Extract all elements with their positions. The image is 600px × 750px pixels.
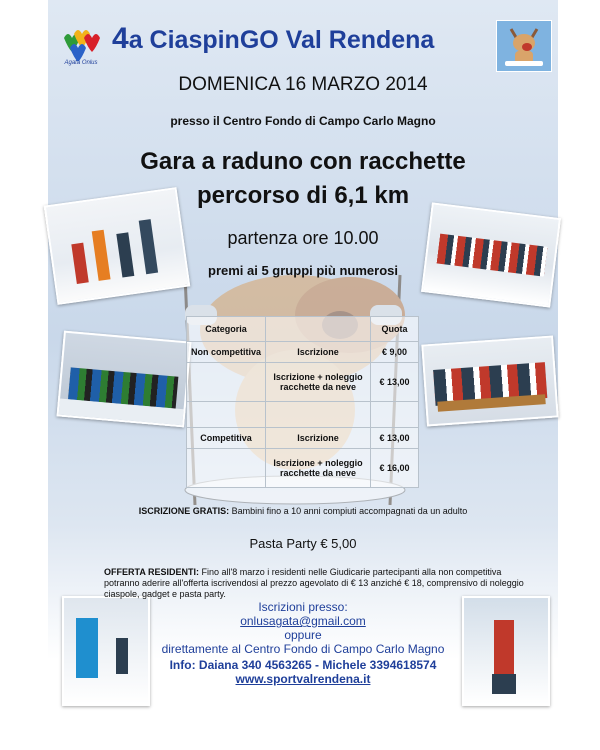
table-cell (187, 363, 266, 402)
race-heading-line2: percorso di 6,1 km (196, 182, 410, 209)
table-cell (266, 402, 371, 428)
contact-info (148, 600, 458, 686)
table-header-cell (266, 317, 371, 342)
or-text: oppure (284, 628, 322, 642)
free-entry-note (48, 506, 558, 516)
event-date: DOMENICA 16 MARZO 2014 (178, 74, 428, 95)
photo-group-right (421, 202, 561, 307)
free-entry-label: ISCRIZIONE GRATIS: (138, 506, 230, 516)
fees-table (186, 316, 419, 488)
table-cell: Iscrizione (266, 428, 371, 449)
table-row (187, 449, 419, 488)
pasta-party: Pasta Party € 5,00 (249, 536, 357, 551)
offer-text: Fino all'8 marzo i residenti nelle Giudicarie partecipanti alla non competitiva potranno aderire all'offerta iscrivendosi al prezzo agevolato di € 13 anziché € 18, comprensivo di noleggio ciaspole, gadget e pasta party. (104, 567, 524, 599)
table-header-cell: Quota (371, 317, 419, 342)
table-cell: Competitiva (187, 428, 266, 449)
race-heading-line1: Gara a raduno con racchette (140, 148, 466, 175)
mascot-badge (496, 20, 552, 72)
table-cell: € 9,00 (371, 342, 419, 363)
page-title (112, 22, 434, 56)
email-link[interactable]: onlusagata@gmail.com (240, 614, 366, 628)
prizes-text: premi ai 5 gruppi più numerosi (208, 263, 398, 278)
table-cell: Iscrizione (266, 342, 371, 363)
table-header-row (187, 317, 419, 342)
table-header-cell: Categoria (187, 317, 266, 342)
photo-winners (421, 335, 558, 426)
table-cell (187, 449, 266, 488)
table-cell: Iscrizione + noleggio racchette da neve (266, 449, 371, 488)
table-row (187, 342, 419, 363)
edition-number: 4 (112, 22, 129, 55)
website-link[interactable]: www.sportvalrendena.it (235, 672, 371, 686)
start-time: partenza ore 10.00 (227, 228, 379, 248)
table-cell: € 13,00 (371, 428, 419, 449)
table-cell (371, 402, 419, 428)
table-row (187, 428, 419, 449)
offer-label: OFFERTA RESIDENTI: (104, 567, 199, 577)
table-cell: Iscrizione + noleggio racchette da neve (266, 363, 371, 402)
photo-podium (56, 331, 191, 428)
photo-runners-left (44, 187, 191, 305)
photo-runner-bottom-right (462, 596, 550, 706)
table-row (187, 402, 419, 428)
phone-info: Info: Daiana 340 4563265 - Michele 3394618574 (169, 658, 437, 672)
table-cell (187, 402, 266, 428)
event-venue: presso il Centro Fondo di Campo Carlo Magno (170, 114, 436, 128)
registration-heading: Iscrizioni presso: (258, 600, 348, 614)
logo-tagline: Agata Onlus (64, 60, 98, 66)
direct-registration: direttamente al Centro Fondo di Campo Carlo Magno (161, 642, 445, 656)
table-cell: € 16,00 (371, 449, 419, 488)
free-entry-text: Bambini fino a 10 anni compiuti accompagnati da un adulto (229, 506, 468, 516)
resident-offer (104, 567, 534, 600)
table-cell: Non competitiva (187, 342, 266, 363)
reindeer-mascot-icon (497, 21, 551, 71)
title-text: a CiaspinGO Val Rendena (128, 26, 435, 54)
table-row (187, 363, 419, 402)
photo-runner-bottom-left (62, 596, 150, 706)
table-cell: € 13,00 (371, 363, 419, 402)
